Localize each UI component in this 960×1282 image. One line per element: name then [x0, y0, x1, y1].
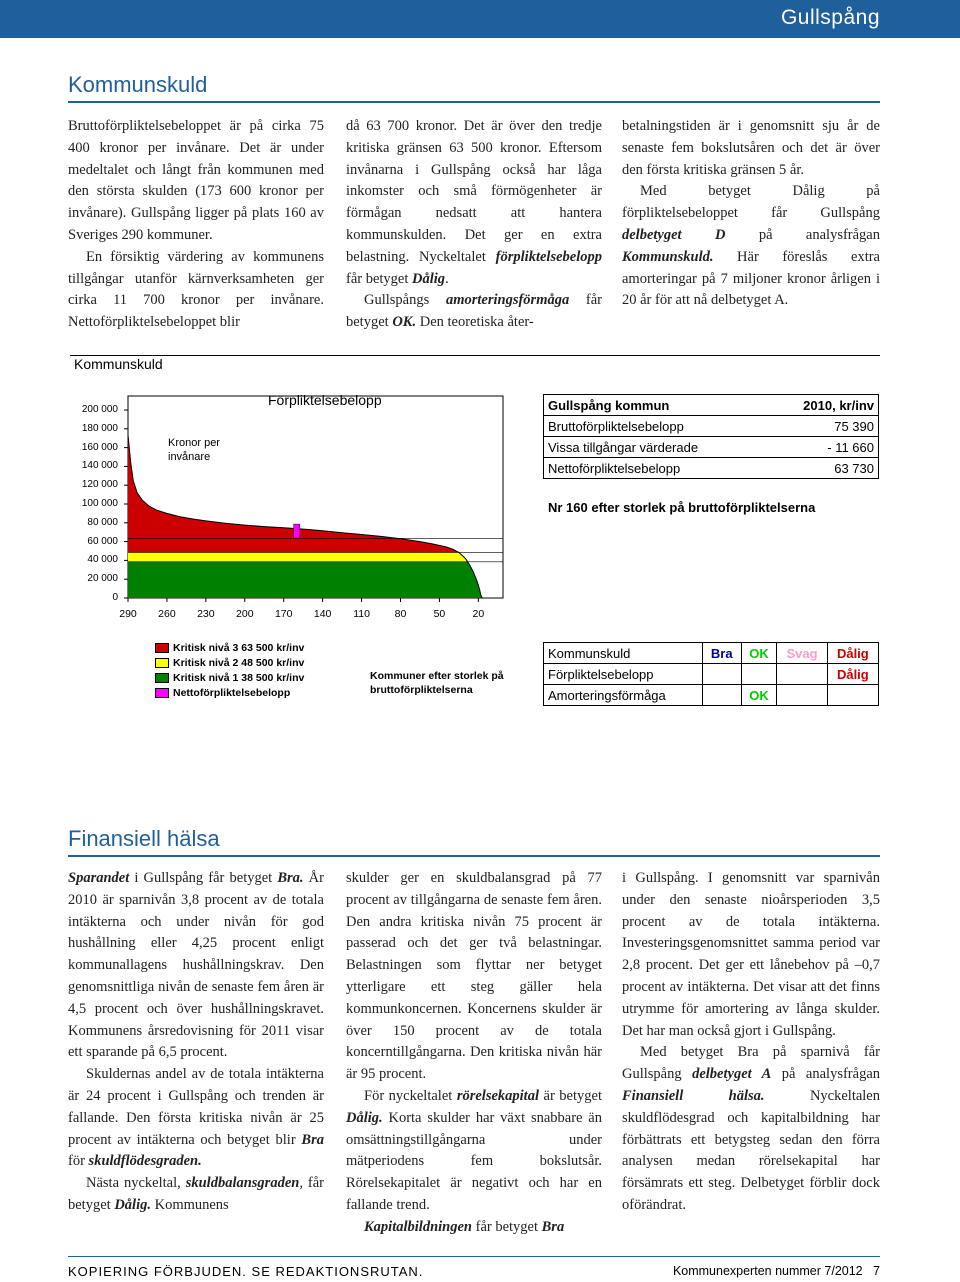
grade-row-label: Förpliktelsebelopp	[544, 664, 703, 685]
y-tick-label: 180 000	[81, 422, 118, 434]
grade-header-svag: Svag	[777, 643, 827, 664]
y-tick-label: 60 000	[87, 535, 118, 547]
band-kritisk-1	[128, 562, 503, 598]
footer-rule	[68, 1256, 880, 1257]
section-rule	[68, 855, 880, 857]
paragraph: Med betyget Bra på sparnivå får Gullspång delbetyget A på analysfrågan Finansiell hälsa. Nyckeltalen skuldflödesgrad och kapitalbildning har förbättrats ett betygsteg sedan den förra analysen medan rörelsekapital har försämrats ett steg. Delbetyget förblir dock oförändrat.	[622, 1044, 881, 1213]
paragraph: En försiktig värdering av kommunens tillgångar utanför kärnverksamheten ger cirka 11 700 kronor per invånare. Nettoförpliktelsebeloppet blir	[68, 248, 324, 331]
info-value: - 11 660	[827, 439, 874, 455]
info-label: Vissa tillgångar värderade	[548, 439, 699, 455]
y-tick-label: 80 000	[87, 516, 118, 528]
info-label: Nettoförpliktelsebelopp	[548, 460, 681, 476]
chart-xlabel: Kommuner efter storlek på bruttoförpliktelserna	[370, 670, 504, 696]
legend-label: Kritisk nivå 2 48 500 kr/inv	[173, 657, 305, 669]
info-title: Gullspång kommun	[548, 397, 670, 413]
legend-item	[155, 672, 304, 684]
y-tick-label: 40 000	[87, 554, 118, 566]
info-table	[543, 394, 879, 479]
y-tick-label: 140 000	[81, 460, 118, 472]
x-tick-label: 290	[119, 608, 137, 620]
paragraph: Med betyget Dålig på förpliktelsebeloppet får Gullspång delbetyget D på analysfrågan Kommunskuld. Här föreslås extra amorteringar på 7 miljoner kronor årligen i 20 år för att nå delbetyget A.	[622, 183, 880, 309]
text-column-1	[68, 868, 324, 1217]
info-value: 63 730	[834, 460, 874, 476]
grade-header-ok: OK	[741, 643, 777, 664]
legend-item	[155, 642, 304, 654]
legend-swatch	[155, 688, 169, 698]
x-tick-label: 200	[236, 608, 254, 620]
legend-label: Kritisk nivå 3 63 500 kr/inv	[173, 642, 305, 654]
paragraph: Kapitalbildningen får betyget Bra	[364, 1218, 565, 1235]
x-tick-label: 260	[158, 608, 176, 620]
paragraph: betalningstiden är i genomsnitt sju år de senaste fem bokslutsåren och det är över den första kritiska gränsen 5 år.	[622, 118, 880, 178]
grade-title: Kommunskuld	[544, 643, 703, 664]
footer-issue: Kommunexperten nummer 7/2012	[672, 1264, 863, 1278]
chart-inner-label: Kronor per invånare	[168, 437, 220, 463]
section-heading-finansiell-halsa: Finansiell hälsa	[68, 826, 220, 851]
paragraph: Sparandet i Gullspång får betyget Bra. År 2010 är sparnivån 3,8 procent av de totala intäkterna och under nivån för god hushållning eller 4,25 procent enligt kommunallagens hushållningskrav. Den genomsnittliga nivån de senaste fem åren är 4,5 procent och över hushållningskravet. Kommunens årsredovisning för 2011 visar ett sparande på 6,5 procent.	[68, 870, 324, 1061]
grade-value: Dålig	[827, 664, 878, 685]
legend-swatch	[155, 643, 169, 653]
band-kritisk-2	[128, 552, 503, 561]
paragraph: Gullspångs amorteringsförmåga får betyget OK. Den teoretiska åter-	[346, 292, 603, 331]
paragraph: För nyckeltalet rörelsekapital är betyget Dålig. Korta skulder har växt snabbare än omsättningstillgångarna under mätperiodens fem bokslutsår. Rörelsekapitalet är negativt och har en fallande trend.	[346, 1087, 602, 1213]
legend-swatch	[155, 673, 169, 683]
legend-item	[155, 687, 290, 699]
x-tick-label: 170	[274, 608, 293, 620]
legend-label: Nettoförpliktelsebelopp	[173, 687, 291, 699]
text-column-3	[622, 868, 880, 1217]
chart-subtitle: Förpliktelsebelopp	[268, 392, 382, 408]
info-period: 2010, kr/inv	[803, 397, 874, 413]
x-tick-label: 140	[313, 608, 332, 620]
info-value: 75 390	[834, 418, 874, 434]
paragraph: då 63 700 kronor. Det är över den tredje kritiska gränsen 63 500 kronor. Eftersom invånarna i Gullspång också har låga inkomster och små förmögenheter är förmågan nedsatt att hantera kommunskulden. Det ger en extra belastning. Nyckeltalet förpliktelsebelopp får betyget Dålig.	[346, 118, 602, 287]
y-tick-label: 0	[112, 592, 118, 603]
x-tick-label: 50	[433, 608, 446, 620]
text-column-2	[346, 868, 602, 1239]
footer-publication	[673, 1264, 880, 1278]
grade-row-label: Amorteringsförmåga	[544, 685, 703, 706]
x-tick-label: 110	[353, 608, 370, 620]
grade-value: OK	[741, 685, 777, 706]
municipality-marker	[294, 524, 300, 538]
paragraph: skulder ger en skuldbalansgrad på 77 procent av tillgångarna de senaste fem åren. Den andra kritiska nivån 75 procent är passerad och det ger två belastningar. Belastningen som flyttar ner betyget ytterligare ett steg gäller hela kommunkoncernen. Koncernens skulder är över 150 procent av de totala koncerntillgångarna. Den kritiska nivån här är 95 procent.	[346, 870, 602, 1083]
y-tick-label: 20 000	[87, 573, 118, 585]
grade-table	[543, 642, 879, 706]
legend-item	[155, 657, 304, 669]
footer-copyright: KOPIERING FÖRBJUDEN. SE REDAKTIONSRUTAN.	[68, 1264, 424, 1279]
chart-title: Kommunskuld	[74, 356, 163, 372]
legend-swatch	[155, 658, 169, 668]
y-tick-label: 160 000	[81, 441, 118, 453]
y-tick-label: 120 000	[81, 479, 118, 491]
legend-label: Kritisk nivå 1 38 500 kr/inv	[173, 672, 305, 684]
grade-header-dalig: Dålig	[827, 643, 878, 664]
grade-header-bra: Bra	[703, 643, 742, 664]
x-tick-label: 80	[394, 608, 407, 620]
page-number: 7	[873, 1264, 880, 1278]
paragraph: Skuldernas andel av de totala intäkterna är 24 procent i Gullspång och trenden är fallande. Den första kritiska nivån är 25 procent av intäkterna och betyget blir Bra för skuldflödesgraden.	[68, 1066, 324, 1170]
paragraph: Nästa nyckeltal, skuldbalansgraden, får betyget Dålig. Kommunens	[68, 1175, 324, 1213]
rank-note: Nr 160 efter storlek på bruttoförpliktelserna	[548, 500, 816, 515]
municipality-title: Gullspång	[780, 6, 880, 29]
y-tick-label: 200 000	[81, 404, 118, 415]
info-label: Bruttoförpliktelsebelopp	[548, 418, 684, 434]
y-tick-label: 100 000	[81, 498, 118, 509]
section-heading-kommunskuld: Kommunskuld	[68, 72, 208, 97]
x-tick-label: 230	[197, 608, 215, 620]
paragraph: Bruttoförpliktelsebeloppet är på cirka 75 400 kronor per invånare. Det är under medeltalet och långt från kommunen med den största skulden (173 600 kronor per invånare). Gullspång ligger på plats 160 av Sveriges 290 kommuner.	[68, 118, 324, 243]
x-tick-label: 20	[472, 608, 485, 620]
paragraph: i Gullspång. I genomsnitt var sparnivån under den senaste nioårsperioden 3,5 procent av de totala intäkterna. Investeringsgenomsnittet samma period var 2,8 procent. Det ger ett lånebehov på –0,7 procent av intäkterna. Det visar att det finns utrymme för amortering av långa skulder. Det har man också gjort i Gullspång.	[622, 870, 880, 1039]
